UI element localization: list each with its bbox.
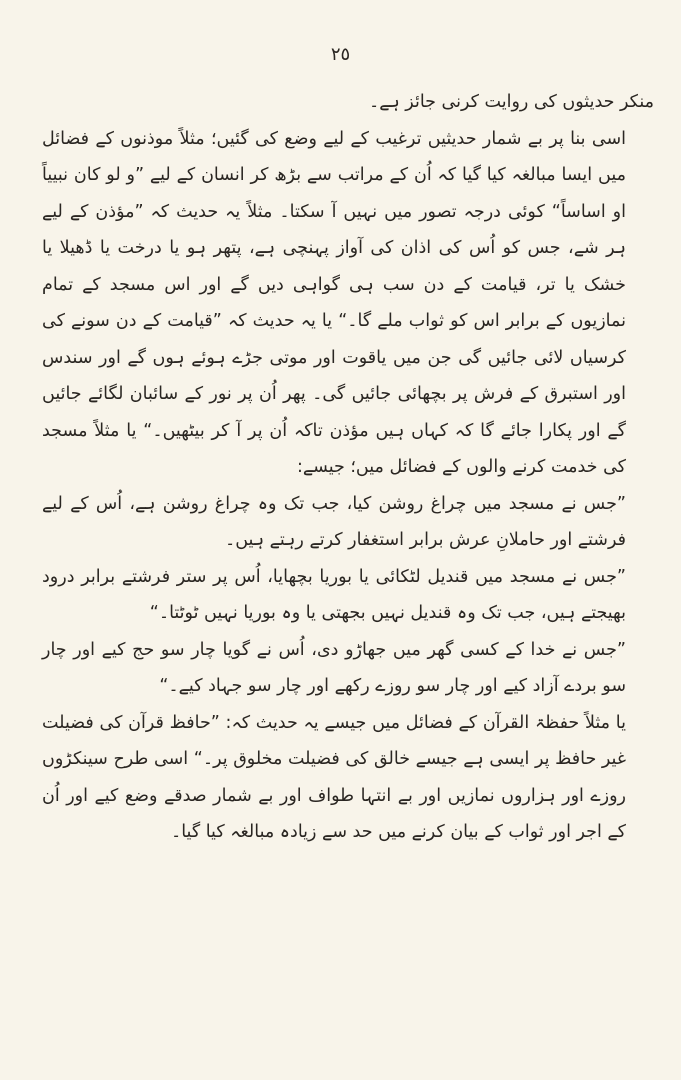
paragraph: اسی بنا پر بے شمار حدیثیں ترغیب کے لیے وضع کی گئیں؛ مثلاً موذنوں کے فضائل میں ایسا مبالغہ کیا گیا کہ اُن کے مراتب سے بڑھ کر انسان کے لیے ”و لو کان نبییاً او اساساً“ کوئی درجہ تصور میں نہیں آ سکتا۔ مثلاً یہ حدیث کہ ”مؤذن کے لیے ہر شے، جس کو اُس کی اذان کی آواز پہنچی ہے، پتھر ہو یا درخت یا ڈھیلا یا خشک یا تر، قیامت کے دن سب ہی گواہی دیں گے اور اس مسجد کے تمام نمازیوں کے برابر اس کو ثواب ملے گا۔“ یا یہ حدیث کہ ”قیامت کے دن سونے کی کرسیاں لائی جائیں گی جن میں یاقوت اور موتی جڑے ہوئے ہوں گے اور سندس اور استبرق کے فرش پر بچھائی جائیں گی۔ پھر اُن پر نور کے سائبان لگائے جائیں گے اور پکارا جائے گا کہ کہاں ہیں مؤذن تاکہ اُن پر آ کر بیٹھیں۔“ یا مثلاً مسجد کی خدمت کرنے والوں کے فضائل میں؛ جیسے: [42, 128, 626, 477]
body-text [42, 84, 654, 851]
paragraph: یا مثلاً حفظۃ القرآن کے فضائل میں جیسے یہ حدیث کہ: ”حافظ قرآن کی فضیلت غیر حافظ پر ایسی ہے جیسے خالق کی فضیلت مخلوق پر۔“ اسی طرح سینکڑوں روزے اور ہزاروں نمازیں اور بے انتہا طواف اور بے شمار صدقے وضع کیے اور اُن کے اجر اور ثواب کے بیان کرنے میں حد سے زیادہ مبالغہ کیا گیا۔ [42, 712, 626, 842]
hadith-quote: ”جس نے مسجد میں قندیل لٹکائی یا بوریا بچھایا، اُس پر ستر فرشتے برابر درود بھیجتے ہیں، جب تک وہ قندیل نہیں بجھتی یا وہ بوریا نہیں ٹوٹتا۔“ [42, 566, 626, 623]
page-number: ٢٥ [330, 44, 351, 65]
paragraph: منکر حدیثوں کی روایت کرنی جائز ہے۔ [368, 92, 654, 112]
hadith-quote: ”جس نے مسجد میں چراغ روشن کیا، جب تک وہ چراغ روشن ہے، اُس کے لیے فرشتے اور حاملانِ عرش برابر استغفار کرتے رہتے ہیں۔ [42, 493, 626, 550]
hadith-quote: ”جس نے خدا کے کسی گھر میں جھاڑو دی، اُس نے گویا چار سو حج کیے اور چار سو بردے آزاد کیے اور چار سو روزے رکھے اور چار سو جہاد کیے۔“ [42, 639, 626, 696]
